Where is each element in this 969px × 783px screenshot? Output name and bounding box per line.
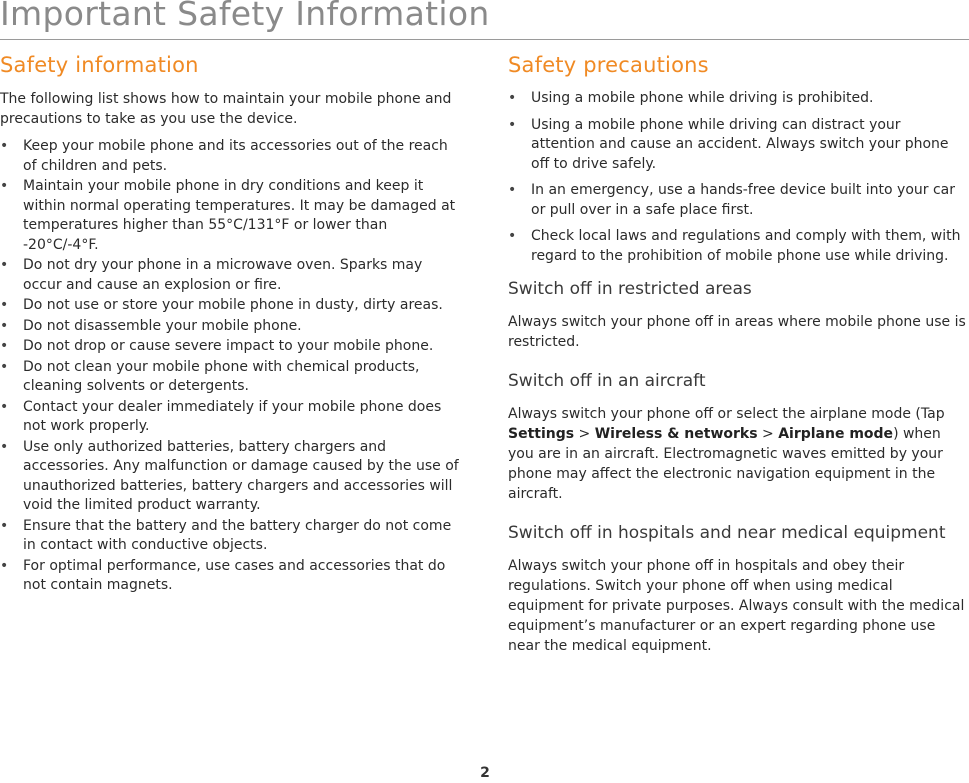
airplane-mode-menu-path: Airplane mode [778, 426, 894, 442]
list-item: • Do not clean your mobile phone with chemical products, cleaning solvents or detergents. [0, 358, 420, 394]
bullet-icon: • [0, 557, 9, 574]
wireless-networks-menu-path: Wireless & networks [594, 426, 758, 442]
restricted-areas-body: Always switch your phone off in areas where mobile phone use is restricted. [508, 314, 966, 350]
hospitals-heading: Switch off in hospitals and near medical equipment [508, 523, 946, 543]
list-item: • Maintain your mobile phone in dry conditions and keep it within normal operating temperatures. It may be damaged at temperatures higher than 55°C/131°F or lower than -20°C/-4°F. [0, 178, 456, 253]
list-item: • Do not drop or cause severe impact to your mobile phone. [0, 337, 462, 357]
title-divider [0, 39, 969, 40]
list-item: • In an emergency, use a hands-free device built into your car or pull over in a safe place first. [508, 182, 955, 218]
list-item: • For optimal performance, use cases and accessories that do not contain magnets. [0, 557, 446, 593]
left-column [0, 53, 462, 597]
bullet-icon: • [0, 438, 9, 455]
list-item: • Check local laws and regulations and comply with them, with regard to the prohibition of mobile phone use while driving. [508, 228, 961, 264]
safety-information-intro: The following list shows how to maintain your mobile phone and precautions to take as you use the device. [0, 91, 452, 127]
bullet-icon: • [508, 182, 517, 198]
bullet-icon: • [0, 178, 9, 194]
bullet-icon: • [0, 257, 9, 273]
hospitals-body: Always switch your phone off in hospitals and obey their regulations. Switch your phone off when using medical equipment for private purposes. Always consult with the medical equipment’s manufacturer or an expert regarding phone use near the medical equipment. [508, 558, 965, 654]
safety-information-heading: Safety information [0, 53, 199, 77]
settings-menu-path: Settings [508, 426, 575, 442]
bullet-icon: • [0, 297, 9, 313]
restricted-areas-heading: Switch off in restricted areas [508, 279, 752, 299]
list-item: • Use only authorized batteries, battery chargers and accessories. Any malfunction or damage caused by the use of unauthorized batteries, battery chargers and accessories will void the limited product warranty. [0, 438, 459, 513]
list-item: • Do not disassemble your mobile phone. [0, 317, 462, 337]
list-item: • Contact your dealer immediately if your mobile phone does not work properly. [0, 398, 442, 434]
safety-information-list [0, 137, 462, 596]
bullet-icon: • [0, 317, 9, 334]
bullet-icon: • [508, 90, 517, 106]
list-item: • Do not use or store your mobile phone in dusty, dirty areas. [0, 296, 462, 316]
list-item: • Ensure that the battery and the battery charger do not come in contact with conductive objects. [0, 517, 452, 553]
bullet-icon: • [0, 338, 9, 354]
aircraft-heading: Switch off in an aircraft [508, 371, 706, 391]
page-number: 2 [480, 765, 490, 781]
aircraft-section [508, 370, 968, 504]
bullet-icon: • [508, 228, 517, 244]
safety-precautions-heading: Safety precautions [508, 53, 709, 77]
list-item: • Keep your mobile phone and its accessories out of the reach of children and pets. [0, 138, 448, 174]
bullet-icon: • [0, 138, 9, 154]
list-item: • Do not dry your phone in a microwave oven. Sparks may occur and cause an explosion or fire. [0, 257, 423, 293]
list-item: • Using a mobile phone while driving is prohibited. [508, 89, 968, 109]
page-title: Important Safety Information [0, 0, 490, 33]
bullet-icon: • [0, 358, 9, 375]
bullet-icon: • [508, 116, 517, 133]
aircraft-body: Always switch your phone off or select the airplane mode (Tap Settings > Wireless & networks > Airplane mode) when you are in an aircraft. Electromagnetic waves emitted by your phone may affect the electronic navigation equipment in the aircraft. [508, 406, 945, 502]
list-item: • Using a mobile phone while driving can distract your attention and cause an accident. Always switch your phone off to drive safely. [508, 116, 949, 172]
right-column [508, 53, 968, 666]
safety-precautions-list [508, 89, 968, 266]
restricted-areas-section [508, 278, 968, 352]
bullet-icon: • [0, 517, 9, 534]
bullet-icon: • [0, 398, 9, 415]
hospitals-section [508, 522, 968, 656]
